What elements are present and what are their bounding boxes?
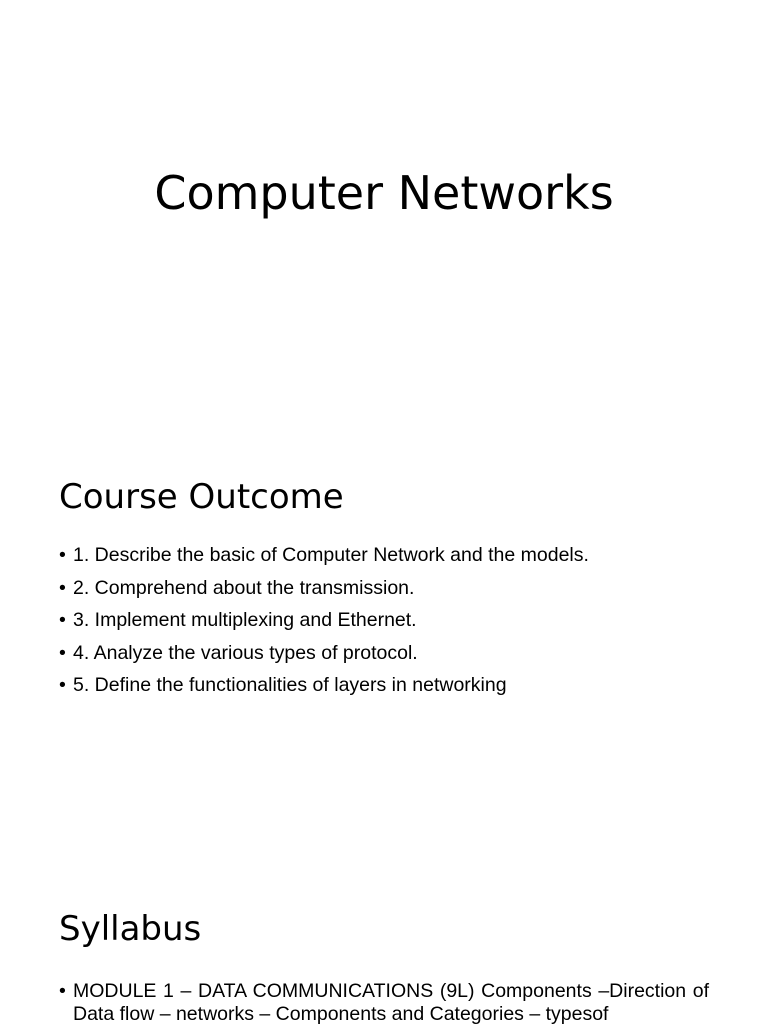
slide-title-text: Computer Networks bbox=[154, 166, 614, 220]
list-item-text: 1. Describe the basic of Computer Network and the models. bbox=[73, 544, 589, 566]
bullet-icon: • bbox=[59, 674, 66, 696]
bullet-icon: • bbox=[59, 544, 66, 566]
list-item bbox=[59, 539, 719, 572]
list-item bbox=[59, 669, 719, 702]
bullet-icon: • bbox=[59, 641, 66, 664]
list-item bbox=[59, 637, 719, 670]
list-item-text: 4. Analyze the various types of protocol. bbox=[73, 641, 418, 664]
bullet-icon: • bbox=[59, 980, 66, 1002]
course-outcome-heading: Course Outcome bbox=[59, 477, 344, 517]
syllabus-heading: Syllabus bbox=[59, 909, 202, 949]
course-outcome-list bbox=[59, 539, 719, 702]
bullet-icon: • bbox=[59, 576, 66, 599]
list-item bbox=[59, 572, 719, 605]
slide-course-outcome bbox=[0, 432, 768, 864]
slide-title bbox=[0, 0, 768, 432]
list-item-text: 2. Comprehend about the transmission. bbox=[73, 576, 415, 599]
list-item bbox=[59, 980, 709, 1024]
list-item-text: 5. Define the functionalities of layers in networking bbox=[73, 674, 507, 696]
bullet-icon: • bbox=[59, 609, 66, 631]
list-item-text: 3. Implement multiplexing and Ethernet. bbox=[73, 609, 417, 631]
syllabus-list bbox=[59, 980, 709, 1024]
slide-syllabus bbox=[0, 864, 768, 1024]
list-item bbox=[59, 604, 719, 637]
list-item-text: MODULE 1 – DATA COMMUNICATIONS (9L) Components –Direction of Data flow – networks – Components and Categories – typesof bbox=[73, 980, 709, 1024]
